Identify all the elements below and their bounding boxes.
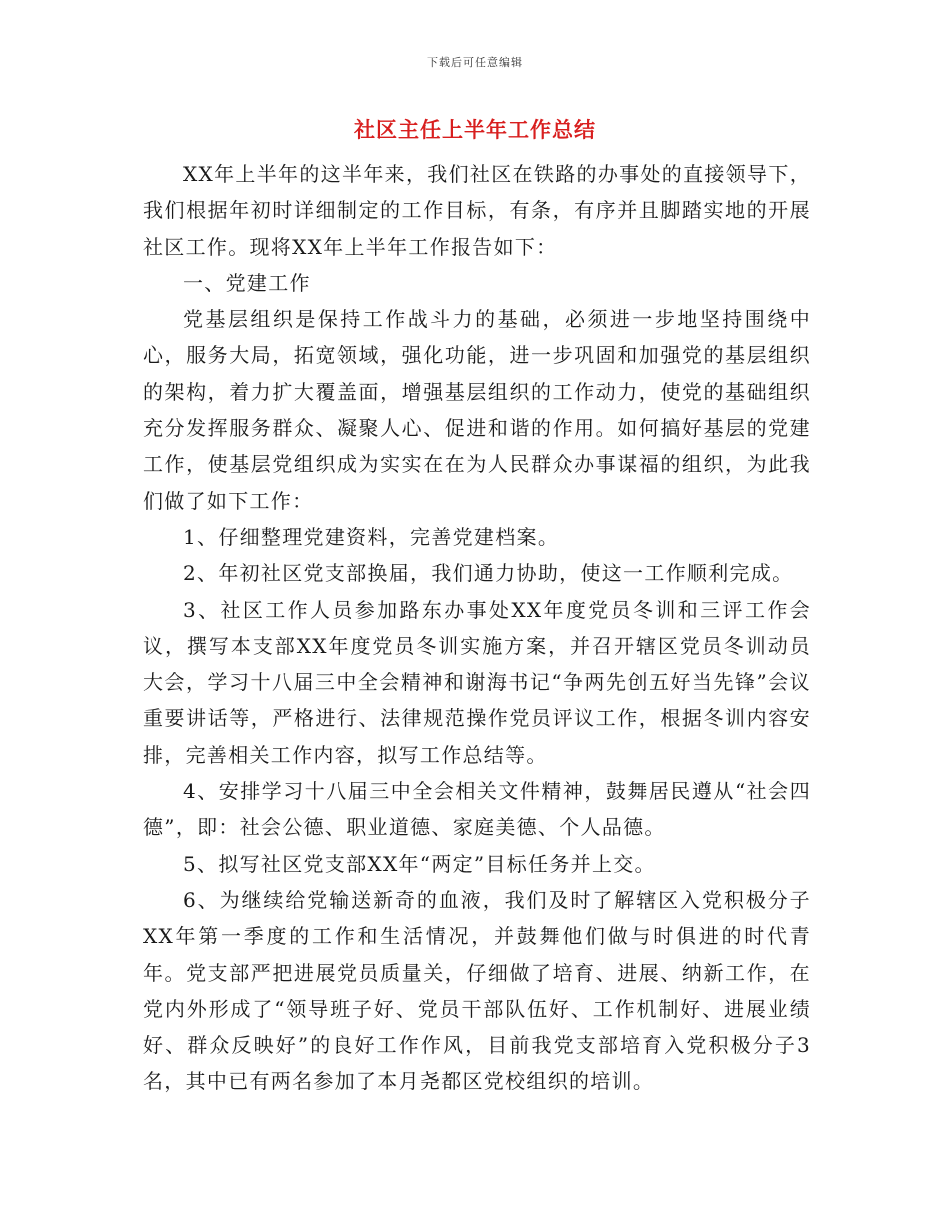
list-item-1: 1、仔细整理党建资料，完善党建档案。 xyxy=(183,524,560,549)
list-item-4: 4、安排学习十八届三中全会相关文件精神，鼓舞居民遵从“社会四德”，即：社会公德、职业道德、家庭美德、个人品德。 xyxy=(143,779,811,840)
list-item-2: 2、年初社区党支部换届，我们通力协助，使这一工作顺利完成。 xyxy=(183,561,794,586)
section-heading-party-building: 一、党建工作 xyxy=(183,270,311,295)
document-body xyxy=(143,156,811,1100)
paragraph-intro: XX年上半年的这半年来，我们社区在铁路的办事处的直接领导下，我们根据年初时详细制定的工作目标，有条，有序并且脚踏实地的开展社区工作。现将XX年上半年工作报告如下： xyxy=(143,162,811,259)
header-note: 下载后可任意编辑 xyxy=(427,56,523,69)
document-title: 社区主任上半年工作总结 xyxy=(354,118,596,142)
list-item-5: 5、拟写社区党支部XX年“两定”目标任务并上交。 xyxy=(183,851,656,876)
list-item-6: 6、为继续给党输送新奇的血液，我们及时了解辖区入党积极分子XX年第一季度的工作和生活情况，并鼓舞他们做与时俱进的时代青年。党支部严把进展党员质量关，仔细做了培育、进展、纳新工作，在党内外形成了“领导班子好、党员干部队伍好、工作机制好、进展业绩好、群众反映好”的良好工作作风，目前我党支部培育入党积极分子3名，其中已有两名参加了本月尧都区党校组织的培训。 xyxy=(143,887,811,1094)
list-item-3: 3、社区工作人员参加路东办事处XX年度党员冬训和三评工作会议，撰写本支部XX年度党员冬训实施方案，并召开辖区党员冬训动员大会，学习十八届三中全会精神和谢海书记“争两先创五好当先锋”会议重要讲话等，严格进行、法律规范操作党员评议工作，根据冬训内容安排，完善相关工作内容，拟写工作总结等。 xyxy=(143,597,811,767)
paragraph-party-foundation: 党基层组织是保持工作战斗力的基础，必须进一步地坚持围绕中心，服务大局，拓宽领域，强化功能，进一步巩固和加强党的基层组织的架构，着力扩大覆盖面，增强基层组织的工作动力，使党的基础组织充分发挥服务群众、凝聚人心、促进和谐的作用。如何搞好基层的党建工作，使基层党组织成为实实在在为人民群众办事谋福的组织，为此我们做了如下工作： xyxy=(143,307,811,513)
